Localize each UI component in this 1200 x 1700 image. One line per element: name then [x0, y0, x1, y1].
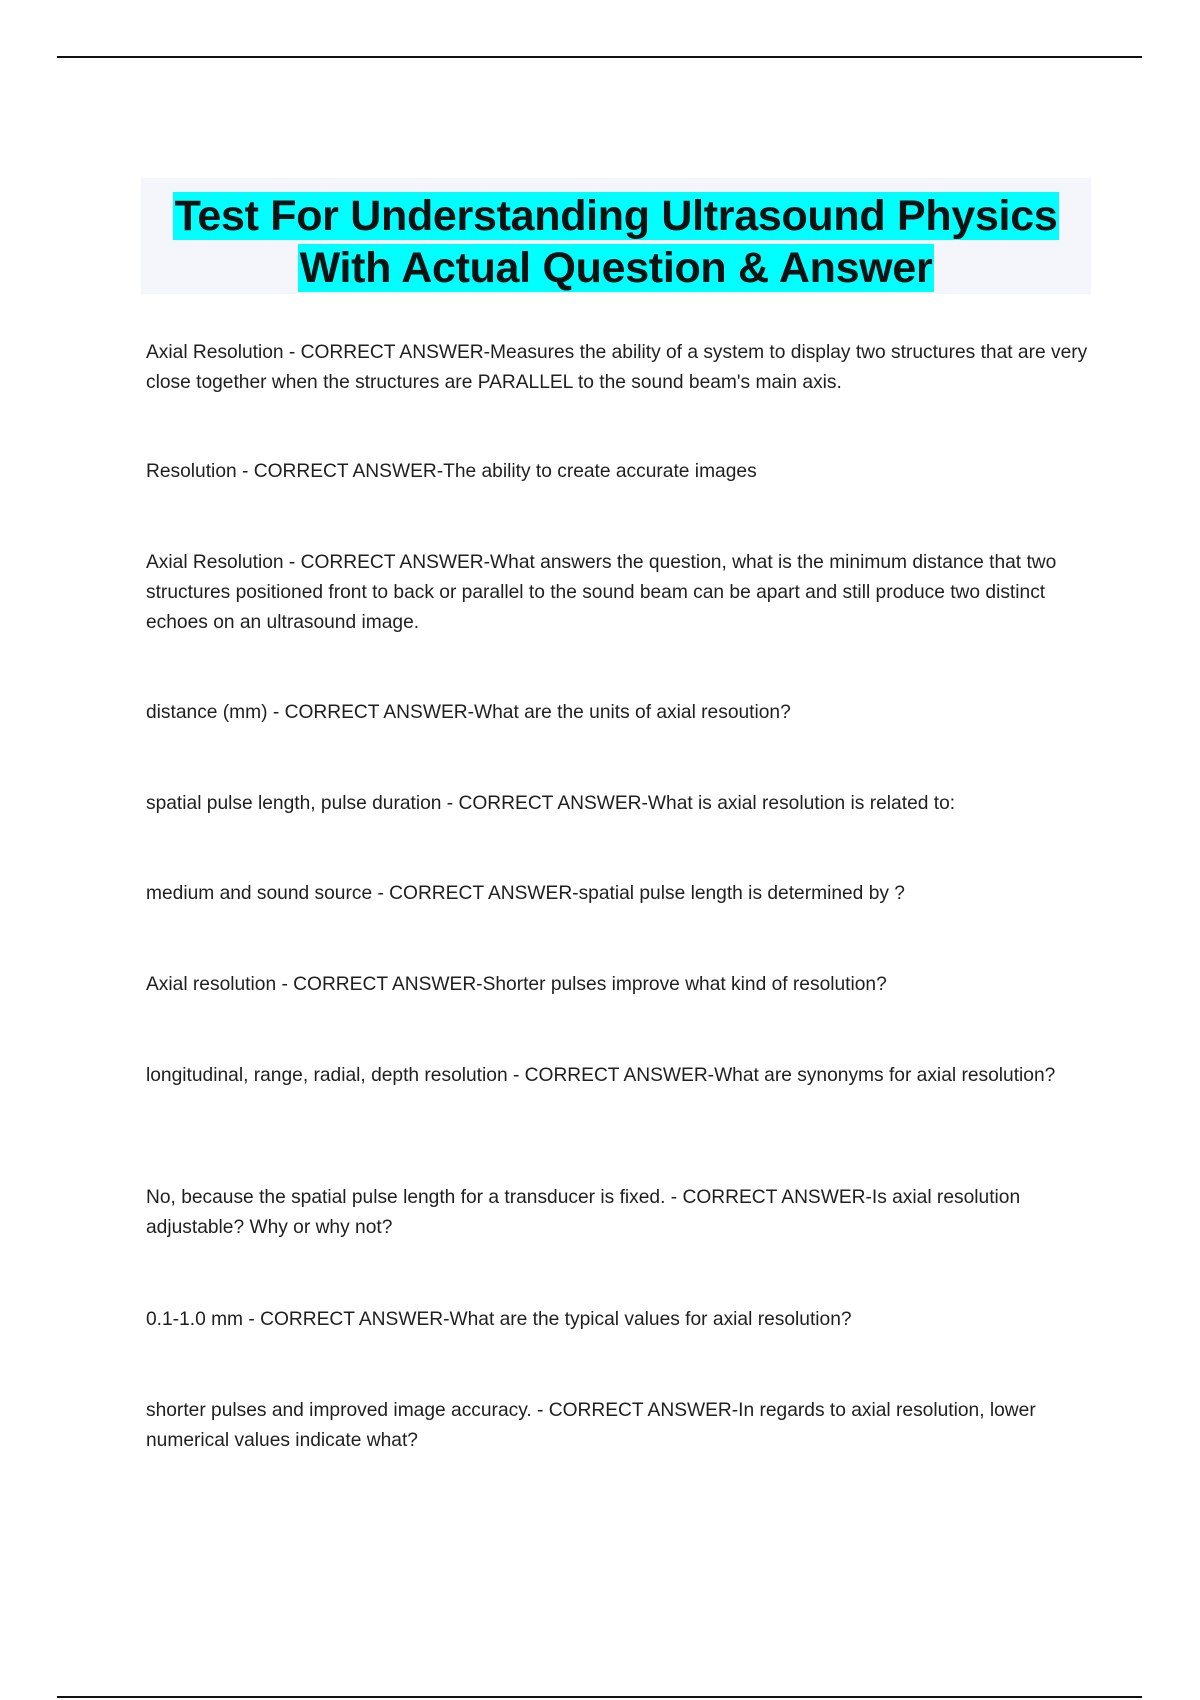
qa-item: 0.1-1.0 mm - CORRECT ANSWER-What are the typical values for axial resolution?: [146, 1309, 852, 1330]
title-line-2: With Actual Question & Answer: [299, 244, 933, 292]
qa-item: distance (mm) - CORRECT ANSWER-What are the units of axial resoution?: [146, 702, 791, 723]
bottom-rule: [57, 1696, 1142, 1698]
qa-item: Axial Resolution - CORRECT ANSWER-What answers the question, what is the minimum distance that two structures positioned front to back or parallel to the sound beam can be apart and still produce two distinct echoes on an ultrasound image.: [146, 552, 1057, 633]
qa-item: No, because the spatial pulse length for a transducer is fixed. - CORRECT ANSWER-Is axial resolution adjustable? Why or why not?: [146, 1187, 1021, 1238]
qa-item: shorter pulses and improved image accuracy. - CORRECT ANSWER-In regards to axial resolution, lower numerical values indicate what?: [146, 1400, 1036, 1451]
qa-item: Resolution - CORRECT ANSWER-The ability to create accurate images: [146, 461, 757, 482]
document-title: [141, 178, 1091, 294]
qa-item: medium and sound source - CORRECT ANSWER-spatial pulse length is determined by ?: [146, 883, 905, 904]
qa-item: longitudinal, range, radial, depth resolution - CORRECT ANSWER-What are synonyms for axial resolution?: [146, 1065, 1056, 1086]
qa-item: Axial Resolution - CORRECT ANSWER-Measures the ability of a system to display two structures that are very close together when the structures are PARALLEL to the sound beam's main axis.: [146, 342, 1088, 393]
title-line-1: Test For Understanding Ultrasound Physics: [174, 192, 1058, 240]
top-rule: [57, 56, 1142, 58]
qa-item: Axial resolution - CORRECT ANSWER-Shorter pulses improve what kind of resolution?: [146, 974, 887, 995]
qa-item: spatial pulse length, pulse duration - CORRECT ANSWER-What is axial resolution is related to:: [146, 793, 956, 814]
